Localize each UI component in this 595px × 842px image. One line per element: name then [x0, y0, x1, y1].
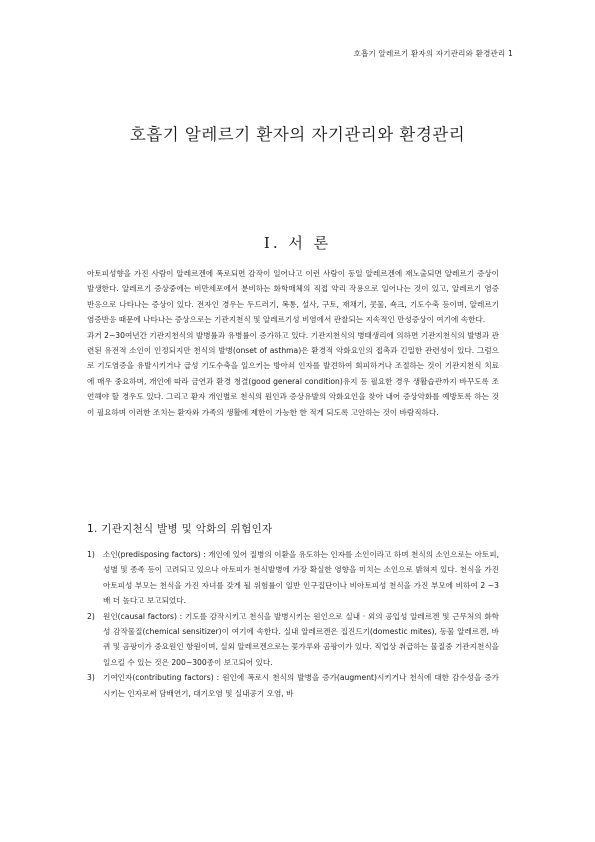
intro-paragraph: 아토피성향을 가진 사람이 알레르겐에 폭로되면 감작이 일어나고 이런 사람이 동일 알레르겐에 재노출되면 알레르기 증상이 발생한다. 알레르기 증상중에는 비만세포에서 분비하는 화학매체의 직접 약리 작용으로 일어나는 것이 있고, 알레르기 염증 반응으로 나타나는 증상이 있다. 전자인 경우는 두드러기, 복통, 설사, 구토, 재채기, 콧물, 쇽크, 기도수축 등이며, 알레르기 염증반응 때문에 나타나는 증상으로는 기관지천식 및 알레르기성 비염에서 관찰되는 지속적인 만성증상이 여기에 속한다. — [87, 269, 499, 325]
list-item — [87, 670, 499, 701]
list-item-text: 원인(causal factors) : 기도를 감작시키고 천식을 발병시키는 원인으로 실내 · 외의 공입성 알레르겐 및 근무처의 화학성 감작물질(chemical sensitizer)이 여기에 속한다. 실내 알레르겐은 집진드기(domestic mites), 동물 알레르겐, 바퀴 및 곰팡이가 중요원인 항원이며, 실외 알레르겐으로는 꽃가루와 곰팡이가 있다. 직업상 취급하는 물질중 기관지천식을 일으킬 수 있는 것은 200~300종이 보고되어 있다. — [103, 611, 499, 667]
subsection-heading-risk-factors: 1. 기관지천식 발병 및 악화의 위험인자 — [87, 523, 273, 535]
running-header: 호흡기 알레르기 환자의 자기관리와 환경관리 1 — [353, 49, 513, 58]
intro-paragraph: 과거 2~30여년간 기관지천식의 발병률과 유병률이 증가하고 있다. 기관지천식의 병태생리에 의하면 기관지천식의 발병과 관련된 유전적 소인이 인정되지만 천식의 발병(onset of asthma)은 환경적 악화요인의 접촉과 긴밀한 관련성이 있다. 그럼으로 기도염증을 유발시키거나 급성 기도수축을 일으키는 방아쇠 인자를 발견하여 회피하거나 조절하는 것이 기관지천식 치료에 매우 중요하며, 개인에 따라 금연과 환경 청결(good general condition)유지 등 필요한 경우 생활습관까지 바꾸도록 조언해야 할 경우도 있다. 그리고 환자 개인별로 천식의 원인과 증상유발의 악화요인을 찾아 내어 증상악화를 예방토록 하는 것이 필요하며 이러한 조치는 환자와 가족의 생활에 제한이 가능한 한 적게 되도록 고안하는 것이 바람직하다. — [87, 330, 499, 417]
document-title: 호흡기 알레르기 환자의 자기관리와 환경관리 — [129, 125, 466, 144]
risk-factor-list — [87, 547, 499, 701]
list-item — [87, 547, 499, 609]
list-item-number: 1) — [87, 550, 95, 559]
list-item-text: 기여인자(contributing factors) : 원인에 폭로시 천식의 발병을 증가(augment)시키거나 천식에 대한 감수성을 증가시키는 인자로써 담배연기, 대기오염 및 실내공기 오염, 바 — [103, 673, 499, 698]
list-item-number: 3) — [87, 673, 95, 683]
list-item-text: 소인(predisposing factors) : 개인에 있어 질병의 이환을 유도하는 인자를 소인이라고 하며 천식의 소인으로는 아토피, 성별 및 종족 등이 고려되고 있으나 아토피가 천식발병에 가장 확실한 영향을 미치는 소인으로 밝혀져 있다. 천식을 가진 아토피성 부모는 천식을 가진 자녀를 갖게 될 위험률이 일반 인구집단이나 비아토피성 천식을 가진 부모에 비하여 2 ~3배 더 높다고 보고되었다. — [103, 550, 499, 606]
introduction-body — [87, 266, 499, 420]
list-item — [87, 609, 499, 671]
section-heading-introduction: Ⅰ. 서 론 — [263, 234, 332, 252]
list-item-number: 2) — [87, 611, 95, 621]
